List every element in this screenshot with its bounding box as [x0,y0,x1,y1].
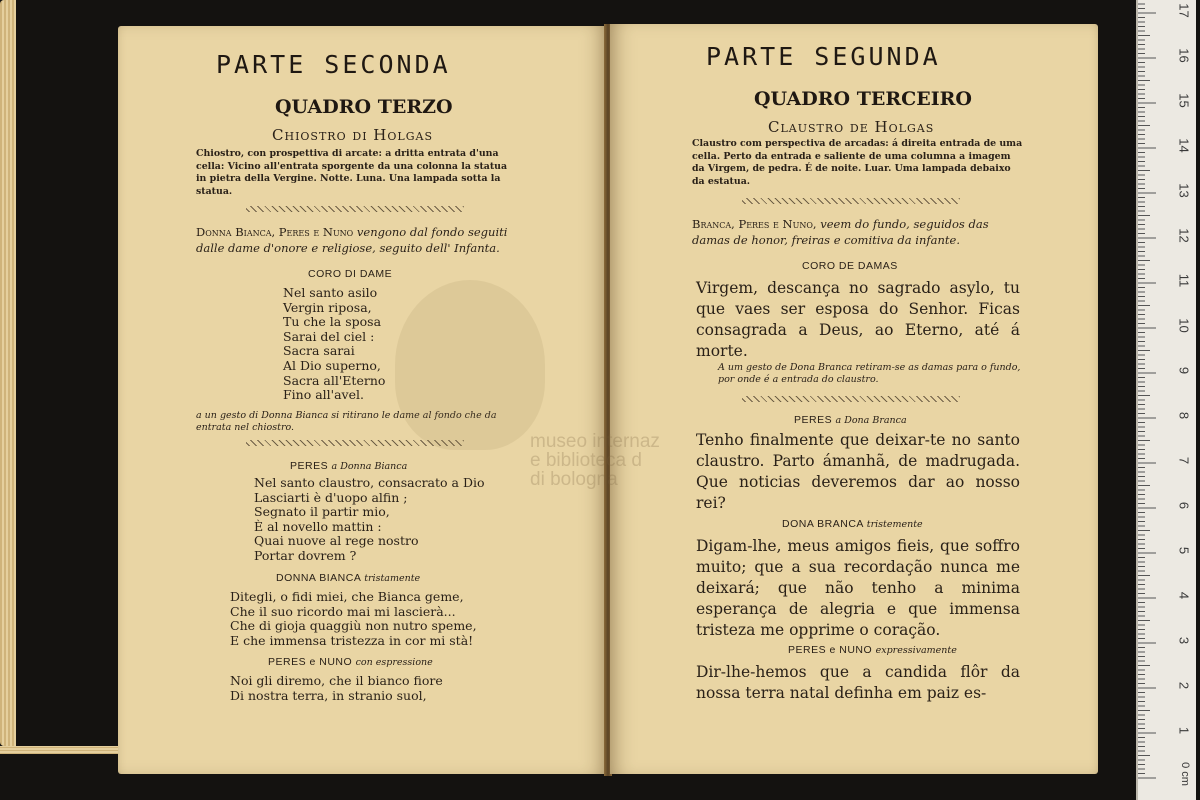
verse-line: Noi gli diremo, che il bianco fiore [230,673,443,688]
coro-label: CORO DI DAME [308,268,393,280]
speaker-direction: tristemente [866,519,923,530]
speaker-direction: a Donna Bianca [331,461,408,472]
verse-line: Tu che la sposa [283,314,382,330]
ruler-number: 1 [1176,726,1192,735]
peres-label [290,460,407,472]
verse-line: Portar dovrem ? [254,547,357,563]
ruler-number: 10 [1176,318,1192,333]
verse-line: Nel santo asilo [283,285,378,300]
speaker-direction: expressivamente [875,645,957,656]
verse-line: E che immensa tristezza in cor mi stà! [230,632,474,648]
ruler-number: 9 [1176,366,1192,375]
coro-verse [283,286,385,403]
speaker-name: DONNA BIANCA [276,572,361,584]
ruler-number: 0 cm [1179,762,1191,786]
speaker-name: PERES e NUNO [788,644,873,656]
divider [246,206,464,212]
ruler-number: 17 [1176,3,1192,18]
divider [742,396,960,402]
branca-text: Digam-lhe, meus amigos fieis, que soffro muito; que a sua recordação nunca me deixará; que não tenho a minima esperança de alegria e que immensa tristeza me opprime o coração. [696,537,1020,639]
verse-line: Vergin riposa, [283,299,372,315]
ruler-number: 14 [1176,138,1192,153]
speaker-direction: tristamente [364,573,421,584]
peres-nuno-verse [230,674,443,703]
speaker-name: DONA BRANCA [782,518,864,530]
coro-note: A um gesto de Dona Branca retiram-se as damas para o fundo, por onde é a entrada do claustro. [718,362,1021,385]
speaker-direction: con espressione [355,657,433,668]
stage-characters: Donna Bianca, Peres e Nuno [196,225,354,239]
ruler-number: 7 [1176,456,1192,465]
coro-label: CORO DE DAMAS [802,260,898,272]
verse-line: È al novello mattin : [254,518,382,534]
stage-characters: Branca, Peres e Nuno, [692,217,817,231]
verse-line: Fino all'avel. [283,387,364,403]
verse-line: Lasciarti è d'uopo alfin ; [254,489,408,505]
page-stack-edge [0,0,16,746]
ruler-number: 15 [1176,93,1192,108]
ruler-number: 11 [1176,273,1192,288]
ruler-number: 5 [1176,546,1192,555]
bianca-verse [230,590,477,648]
coro-note: a un gesto di Donna Bianca si ritirano le dame al fondo che da entrata nel chiostro. [196,410,497,433]
ruler-number: 13 [1176,183,1192,198]
museum-watermark-text: museo internaz e biblioteca d di bologna [530,431,660,490]
peres-verse [254,476,485,564]
coro-text: Virgem, descança no sagrado asylo, tu que vaes ser esposa do Senhor. Ficas consagrada a Deus, ao Eterno, até á morte. [696,279,1020,360]
measuring-ruler [1136,0,1196,800]
stage-text: vengono dal fondo seguiti dalle dame d'onore e religiose, seguito dell' Infanta. [196,225,508,255]
verse-line: Di nostra terra, in stranio suol, [230,687,427,703]
peres-nuno-text: Dir-lhe-hemos que a candida flôr da nossa terra natal definha em paiz es- [696,663,1020,702]
right-page-portuguese [610,24,1098,774]
verse-line: Sacra all'Eterno [283,372,386,388]
stage-text: veem do fundo, seguidos das damas de honor, freiras e comitiva da infante. [692,217,989,247]
verse-line: Nel santo claustro, consacrato a Dio [254,475,485,490]
stage-direction [692,216,1022,248]
branca-label [782,518,923,530]
ruler-number: 4 [1176,591,1192,600]
peres-label [794,414,907,426]
quadro-title: QUADRO TERCEIRO [754,88,972,110]
speaker-direction: a Dona Branca [835,415,907,426]
verse-line: Al Dio superno, [283,357,381,373]
verse-line: Che il suo ricordo mai mi lascierà... [230,603,456,619]
stage-direction [196,224,526,256]
scene-title: Claustro de Holgas [768,118,935,136]
ruler-number: 2 [1176,681,1192,690]
verse-line: Segnato il partir mio, [254,504,390,520]
ruler-number: 16 [1176,48,1192,63]
ruler-number: 12 [1176,228,1192,243]
verse-line: Sarai del ciel : [283,328,375,344]
museum-watermark-logo [395,280,545,450]
bianca-label [276,572,420,584]
peres-nuno-label [268,656,433,668]
verse-line: Quai nuove al rege nostro [254,533,419,549]
scene-title: Chiostro di Holgas [272,126,433,144]
verse-line: Che di gioja quaggiù non nutro speme, [230,618,477,634]
divider [742,198,960,204]
speaker-name: PERES [290,460,329,472]
quadro-title: QUADRO TERZO [275,96,453,118]
speaker-name: PERES [794,414,833,426]
scene-description: Chiostro, con prospettiva di arcate: a dritta entrata d'una cella: Vicino all'entrata sporgente da una colonna la statua in pietra della Vergine. Notte. Luna. Una lampada sotta la statua. [196,148,508,197]
speaker-name: PERES e NUNO [268,656,353,668]
verse-line: Ditegli, o fidi miei, che Bianca geme, [230,589,464,604]
part-title: PARTE SECONDA [216,50,451,79]
scene-description: Claustro com perspectiva de arcadas: á direita entrada de uma cella. Perto da entrada e saliente de uma columna a imagem da Virgem, de pedra. É de noite. Luar. Uma lampada debaixo da estatua. [692,138,1023,187]
ruler-number: 3 [1176,636,1192,645]
verse-line: Sacra sarai [283,343,355,359]
ruler-number: 8 [1176,411,1192,420]
ruler-number: 6 [1176,501,1192,510]
part-title: PARTE SEGUNDA [706,42,941,71]
peres-nuno-label [788,644,957,656]
peres-text: Tenho finalmente que deixar-te no santo claustro. Parto ámanhã, de madrugada. Que noticias deveremos dar ao nosso rei? [696,431,1020,512]
